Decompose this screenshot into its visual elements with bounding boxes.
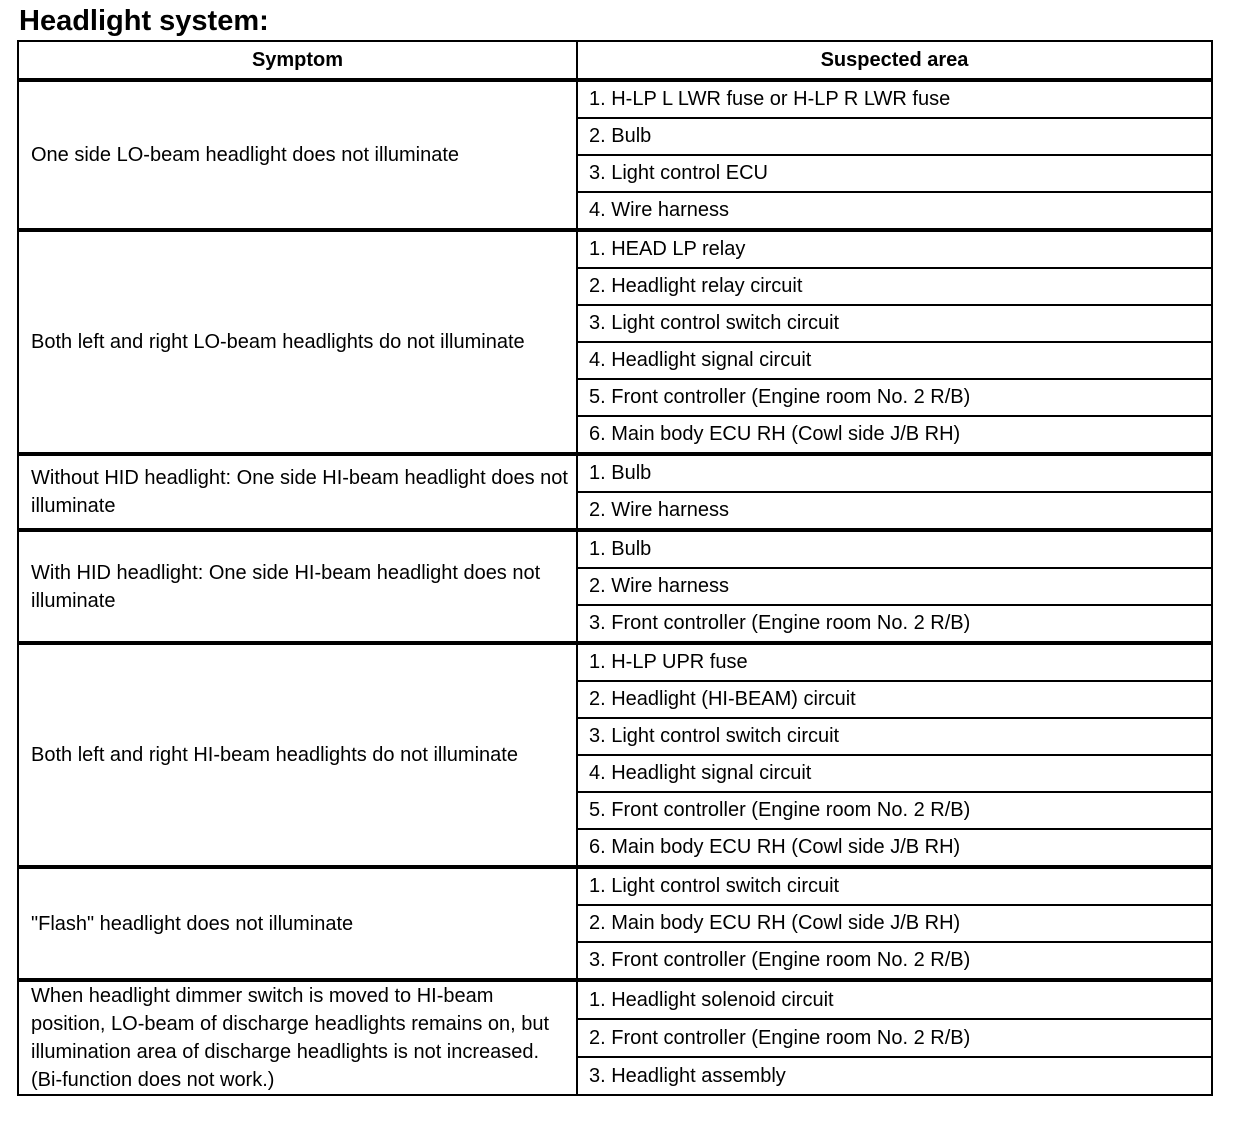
suspected-area-cell: 5. Front controller (Engine room No. 2 R/B) [577, 792, 1212, 829]
suspected-area-cell: 3. Light control ECU [577, 155, 1212, 192]
suspected-area-cell: 1. H-LP UPR fuse [577, 643, 1212, 681]
page-title: Headlight system: [19, 5, 269, 37]
suspected-area-cell: 2. Headlight (HI-BEAM) circuit [577, 681, 1212, 718]
suspected-area-cell: 2. Front controller (Engine room No. 2 R/B) [577, 1019, 1212, 1057]
suspected-area-cell: 1. Bulb [577, 530, 1212, 568]
table-body [18, 80, 1212, 1095]
suspected-area-cell: 3. Front controller (Engine room No. 2 R/B) [577, 942, 1212, 980]
table-row [18, 454, 1212, 492]
symptom-cell: One side LO-beam headlight does not illuminate [18, 80, 577, 230]
suspected-area-cell: 6. Main body ECU RH (Cowl side J/B RH) [577, 416, 1212, 454]
suspected-area-cell: 4. Wire harness [577, 192, 1212, 230]
suspected-area-cell: 4. Headlight signal circuit [577, 342, 1212, 379]
suspected-area-cell: 1. H-LP L LWR fuse or H-LP R LWR fuse [577, 80, 1212, 118]
suspected-area-header: Suspected area [577, 41, 1212, 80]
suspected-area-cell: 3. Light control switch circuit [577, 718, 1212, 755]
suspected-area-cell: 1. Bulb [577, 454, 1212, 492]
suspected-area-cell: 1. Light control switch circuit [577, 867, 1212, 905]
table-header-row [18, 41, 1212, 80]
symptom-cell: With HID headlight: One side HI-beam headlight does not illuminate [18, 530, 577, 643]
suspected-area-cell: 3. Light control switch circuit [577, 305, 1212, 342]
suspected-area-cell: 3. Front controller (Engine room No. 2 R/B) [577, 605, 1212, 643]
symptom-cell: "Flash" headlight does not illuminate [18, 867, 577, 980]
table-row [18, 230, 1212, 268]
suspected-area-cell: 6. Main body ECU RH (Cowl side J/B RH) [577, 829, 1212, 867]
suspected-area-cell: 2. Wire harness [577, 492, 1212, 530]
table-row [18, 980, 1212, 1019]
suspected-area-cell: 2. Main body ECU RH (Cowl side J/B RH) [577, 905, 1212, 942]
symptom-cell: Both left and right HI-beam headlights do not illuminate [18, 643, 577, 867]
suspected-area-cell: 2. Headlight relay circuit [577, 268, 1212, 305]
symptom-cell: Both left and right LO-beam headlights do not illuminate [18, 230, 577, 454]
suspected-area-cell: 4. Headlight signal circuit [577, 755, 1212, 792]
table-row [18, 80, 1212, 118]
table-row [18, 530, 1212, 568]
suspected-area-cell: 5. Front controller (Engine room No. 2 R/B) [577, 379, 1212, 416]
suspected-area-cell: 1. Headlight solenoid circuit [577, 980, 1212, 1019]
symptom-cell: Without HID headlight: One side HI-beam headlight does not illuminate [18, 454, 577, 530]
table-row [18, 867, 1212, 905]
problem-symptoms-table [17, 40, 1213, 1096]
symptom-header: Symptom [18, 41, 577, 80]
suspected-area-cell: 3. Headlight assembly [577, 1057, 1212, 1095]
suspected-area-cell: 2. Bulb [577, 118, 1212, 155]
suspected-area-cell: 2. Wire harness [577, 568, 1212, 605]
table-row [18, 643, 1212, 681]
suspected-area-cell: 1. HEAD LP relay [577, 230, 1212, 268]
symptom-cell: When headlight dimmer switch is moved to HI-beam position, LO-beam of discharge headlights remains on, but illumination area of discharge headlights is not increased. (Bi-function does not work.) [18, 980, 577, 1095]
